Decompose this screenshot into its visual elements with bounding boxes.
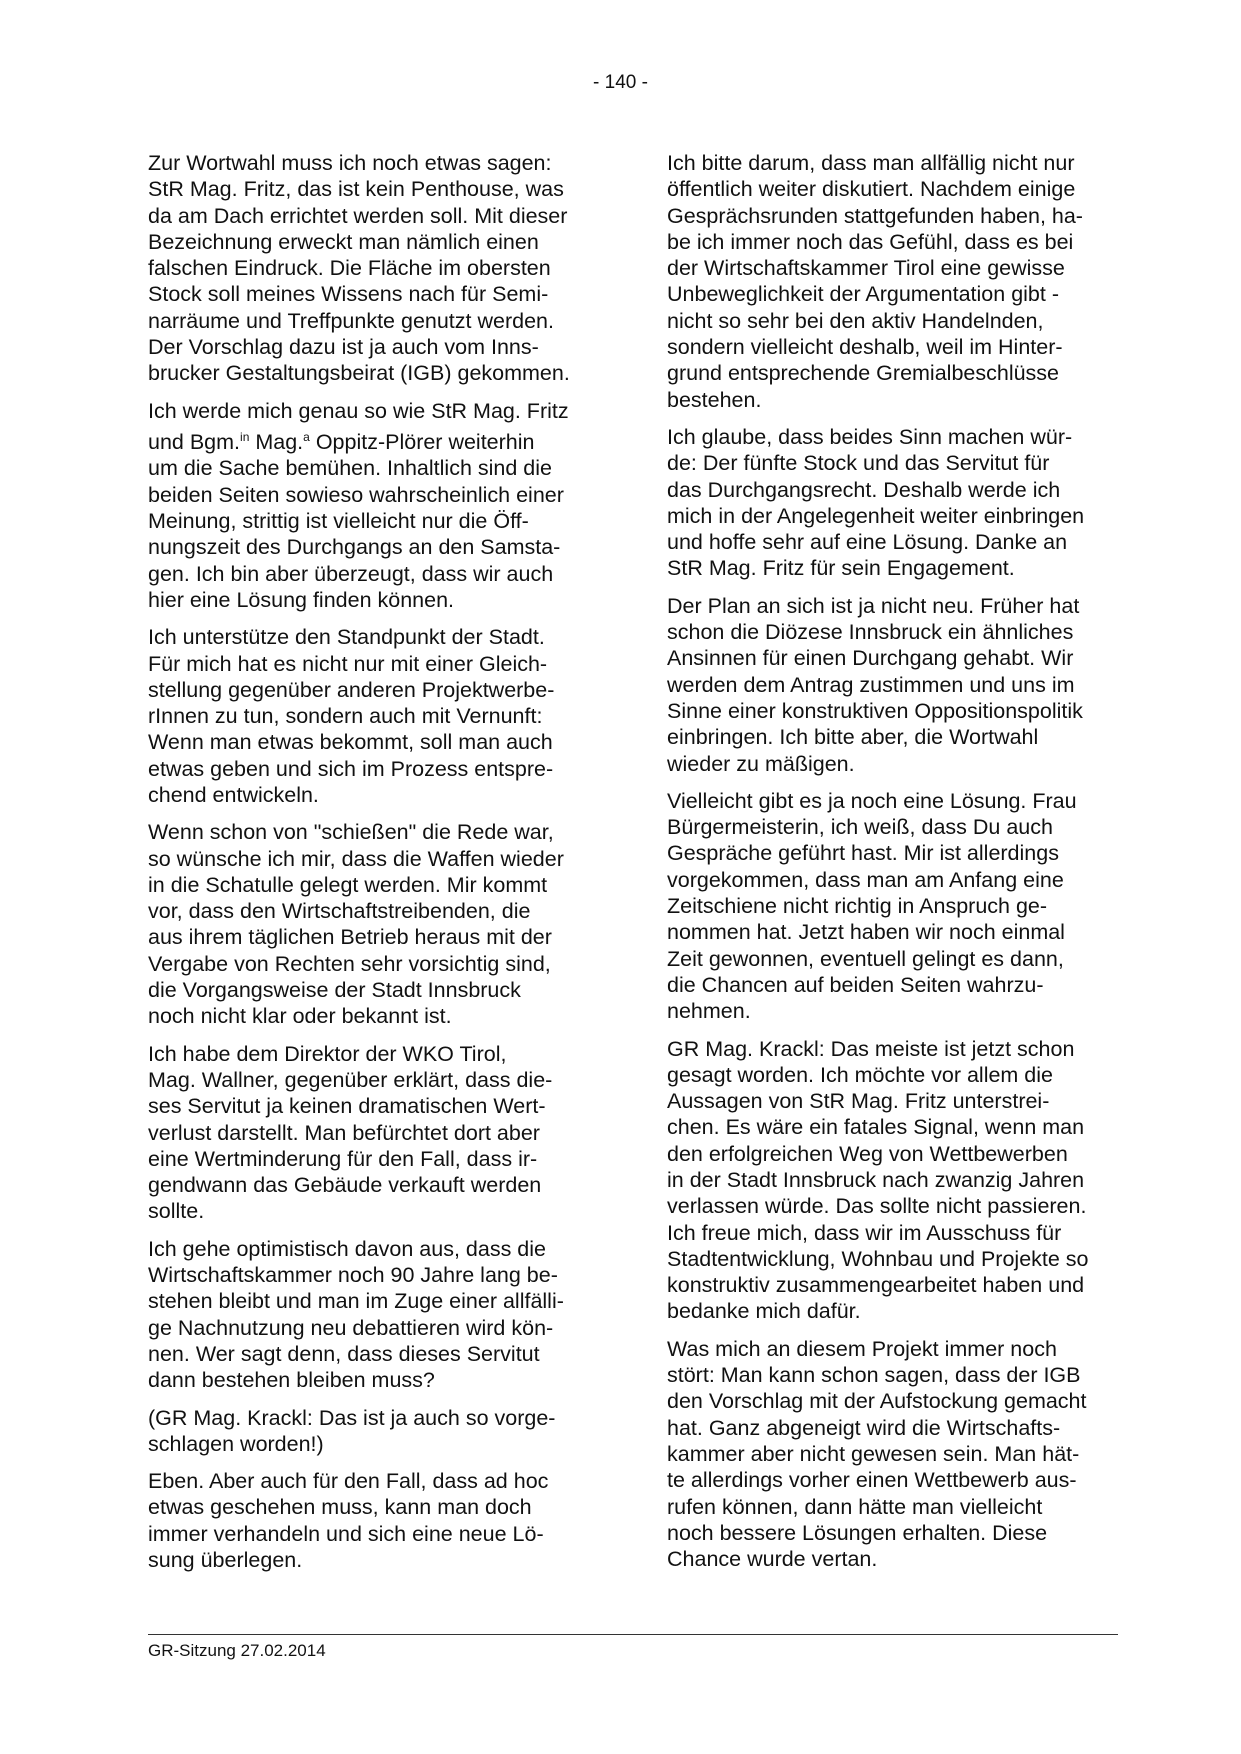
- paragraph: (GR Mag. Krackl: Das ist ja auch so vorge- schlagen worden!): [148, 1405, 556, 1456]
- paragraph: Vielleicht gibt es ja noch eine Lösung. Frau Bürgermeisterin, ich weiß, dass Du auch Gespräche geführt hast. Mir ist allerdings vorgekommen, dass man am Anfang eine Zeitschiene nicht richtig in Anspruch ge- nommen hat. Jetzt haben wir noch einmal Zeit gewonnen, eventuell gelingt es dann, die Chancen auf beiden Seiten wahrzu- nehmen.: [667, 788, 1077, 1024]
- paragraph: Der Plan an sich ist ja nicht neu. Früher hat schon die Diözese Innsbruck ein ähnliches Ansinnen für einen Durchgang gehabt. Wir werden dem Antrag zustimmen und uns im Sinne einer konstruktiven Oppositionspolitik einbringen. Ich bitte aber, die Wortwahl wieder zu mäßigen.: [667, 593, 1083, 776]
- text-lines: um die Sache bemühen. Inhaltlich sind die beiden Seiten sowieso wahrscheinlich einer Meinung, strittig ist vielleicht nur die Öff- nungszeit des Durchgangs an den Samsta- gen. Ich bin aber überzeugt, dass wir auch hier eine Lösung finden können.: [148, 456, 564, 612]
- paragraph-with-superscripts: [148, 398, 588, 614]
- paragraph: Was mich an diesem Projekt immer noch stört: Man kann schon sagen, dass der IGB den Vorschlag mit der Aufstockung gemacht hat. Ganz abgeneigt wird die Wirtschafts- kammer aber nicht gewesen sein. Man hät- te allerdings vorher einen Wettbewerb aus- rufen können, dann hätte man vielleicht noch bessere Lösungen erhalten. Diese Chance wurde vertan.: [667, 1336, 1087, 1572]
- paragraph: GR Mag. Krackl: Das meiste ist jetzt schon gesagt worden. Ich möchte vor allem die Aussagen von StR Mag. Fritz unterstrei- chen. Es wäre ein fatales Signal, wenn man den erfolgreichen Weg von Wettbewerben in der Stadt Innsbruck nach zwanzig Jahren verlassen würde. Das sollte nicht passieren. Ich freue mich, dass wir im Ausschuss für Stadtentwicklung, Wohnbau und Projekte so konstruktiv zusammengearbeitet haben und bedanke mich dafür.: [667, 1036, 1089, 1324]
- paragraph: Eben. Aber auch für den Fall, dass ad hoc etwas geschehen muss, kann man doch immer verhandeln und sich eine neue Lö- sung überlegen.: [148, 1469, 549, 1572]
- paragraph: Zur Wortwahl muss ich noch etwas sagen: StR Mag. Fritz, das ist kein Penthouse, was da am Dach errichtet werden soll. Mit dieser Bezeichnung erweckt man nämlich einen falschen Eindruck. Die Fläche im obersten Stock soll meines Wissens nach für Semi- narräume und Treffpunkte genutzt werden. Der Vorschlag dazu ist ja auch vom Inns- brucker Gestaltungsbeirat (IGB) gekommen.: [148, 151, 570, 386]
- text-fragment: und Bgm.: [148, 430, 241, 455]
- superscript-in: in: [240, 429, 250, 444]
- footer-text: GR-Sitzung 27.02.2014: [148, 1641, 326, 1660]
- left-column: [148, 150, 588, 1584]
- paragraph: Ich gehe optimistisch davon aus, dass die Wirtschaftskammer noch 90 Jahre lang be- stehen bleibt und man im Zuge einer allfälli- ge Nachnutzung neu debattieren wird kön- nen. Wer sagt denn, dass dieses Servitut dann bestehen bleiben muss?: [148, 1236, 564, 1393]
- footer-divider: [148, 1634, 1118, 1635]
- text-fragment: Oppitz-Plörer weiterhin: [309, 430, 535, 455]
- text-line: Ich werde mich genau so wie StR Mag. Fritz: [148, 398, 569, 423]
- paragraph: Wenn schon von "schießen" die Rede war, so wünsche ich mir, dass die Waffen wieder in die Schatulle gelegt werden. Mir kommt vor, dass den Wirtschaftstreibenden, die aus ihrem täglichen Betrieb heraus mit der Vergabe von Rechten sehr vorsichtig sind, die Vorgangsweise der Stadt Innsbruck noch nicht klar oder bekannt ist.: [148, 820, 564, 1029]
- paragraph: Ich bitte darum, dass man allfällig nicht nur öffentlich weiter diskutiert. Nachdem einige Gesprächsrunden stattgefunden haben, ha- be ich immer noch das Gefühl, dass es bei der Wirtschaftskammer Tirol eine gewisse Unbeweglichkeit der Argumentation gibt - nicht so sehr bei den aktiv Handelnden, sondern vielleicht deshalb, weil im Hinter- grund entsprechende Gremialbeschlüsse bestehen.: [667, 151, 1083, 412]
- paragraph: Ich habe dem Direktor der WKO Tirol, Mag. Wallner, gegenüber erklärt, dass die- ses Servitut ja keinen dramatischen Wert- verlust darstellt. Man befürchtet dort aber eine Wertminderung für den Fall, dass ir- gendwann das Gebäude verkauft werden sollte.: [148, 1041, 553, 1224]
- paragraph: Ich glaube, dass beides Sinn machen wür- de: Der fünfte Stock und das Servitut für das Durchgangsrecht. Deshalb werde ich mich in der Angelegenheit weiter einbringen und hoffe sehr auf eine Lösung. Danke an StR Mag. Fritz für sein Engagement.: [667, 424, 1085, 581]
- text-fragment: Mag.: [249, 430, 304, 455]
- paragraph: Ich unterstütze den Standpunkt der Stadt. Für mich hat es nicht nur mit einer Gleich- stellung gegenüber anderen Projektwerbe- rInnen zu tun, sondern auch mit Vernunft: Wenn man etwas bekommt, soll man auch etwas geben und sich im Prozess entspre- chend entwickeln.: [148, 625, 555, 807]
- page-number: - 140 -: [593, 72, 648, 93]
- right-column: [667, 150, 1107, 1583]
- superscript-a: a: [303, 429, 310, 444]
